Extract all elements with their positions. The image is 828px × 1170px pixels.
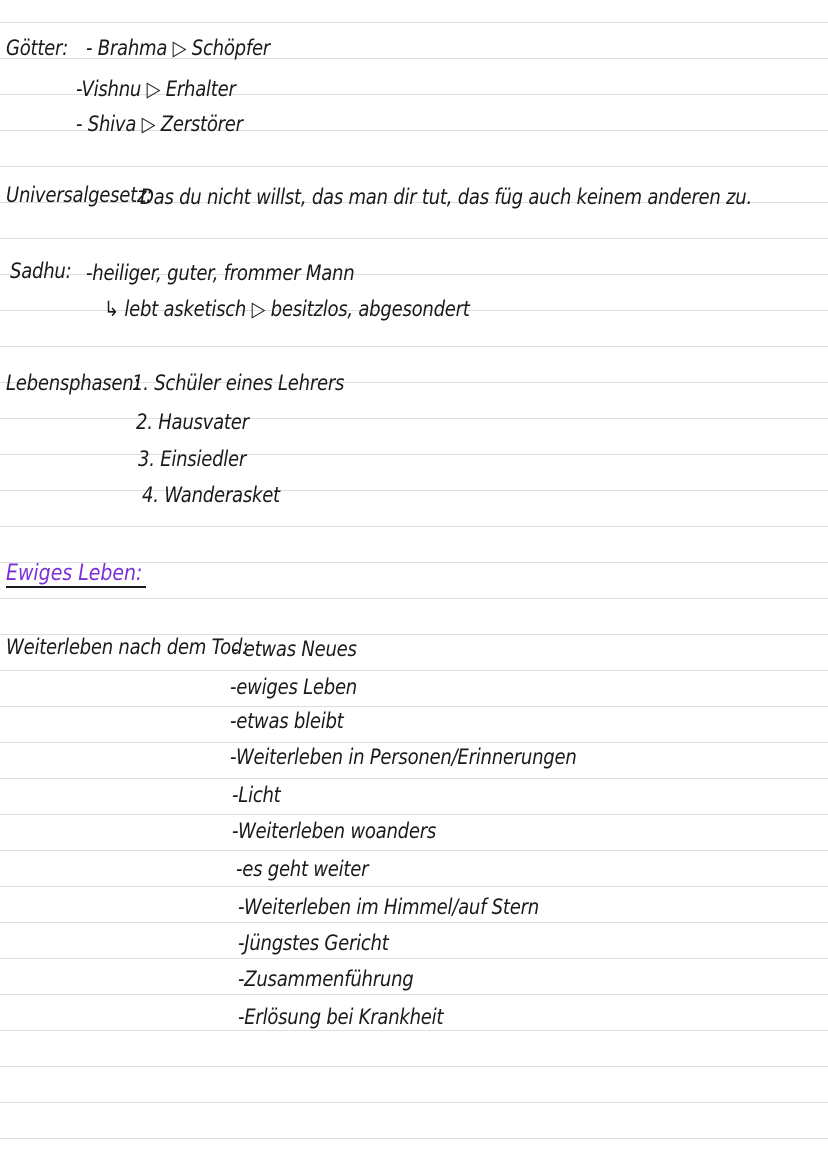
goetter-item-shiva: - Shiva ▷ Zerstörer	[76, 112, 243, 136]
ewiges-leben-item-2: -ewiges Leben	[230, 675, 357, 699]
lebensphasen-item-1: 1. Schüler eines Lehrers	[132, 371, 345, 395]
goetter-label: Götter:	[6, 36, 69, 60]
ewiges-leben-item-1: - etwas Neues	[232, 637, 357, 661]
sadhu-line-2: ↳ lebt asketisch ▷ besitzlos, abgesondert	[104, 297, 470, 321]
lebensphasen-label: Lebensphasen:	[6, 371, 140, 395]
ewiges-leben-item-8: -Weiterleben im Himmel/auf Stern	[238, 895, 539, 919]
lebensphasen-item-4: 4. Wanderasket	[142, 483, 280, 507]
universalgesetz-text: Das du nicht willst, das man dir tut, das füg auch keinem anderen zu.	[140, 185, 752, 209]
goetter-item-brahma: - Brahma ▷ Schöpfer	[86, 36, 270, 60]
ewiges-leben-heading: Ewiges Leben:	[6, 561, 143, 586]
ewiges-leben-item-11: -Erlösung bei Krankheit	[238, 1005, 444, 1029]
sadhu-label: Sadhu:	[10, 259, 72, 283]
heading-underline	[6, 586, 146, 588]
lebensphasen-item-2: 2. Hausvater	[136, 410, 249, 434]
ewiges-leben-item-6: -Weiterleben woanders	[232, 819, 437, 843]
lebensphasen-item-3: 3. Einsiedler	[138, 447, 247, 471]
ewiges-leben-item-7: -es geht weiter	[236, 857, 369, 881]
ewiges-leben-item-5: -Licht	[232, 783, 281, 807]
ewiges-leben-intro: Weiterleben nach dem Tod:	[6, 635, 248, 659]
ewiges-leben-item-4: -Weiterleben in Personen/Erinnerungen	[230, 745, 577, 769]
ewiges-leben-item-9: -Jüngstes Gericht	[238, 931, 389, 955]
ewiges-leben-item-10: -Zusammenführung	[238, 967, 414, 991]
ewiges-leben-item-3: -etwas bleibt	[230, 709, 344, 733]
goetter-item-vishnu: -Vishnu ▷ Erhalter	[76, 77, 236, 101]
universalgesetz-label: Universalgesetz:	[6, 183, 153, 207]
sadhu-line-1: -heiliger, guter, frommer Mann	[86, 261, 355, 285]
